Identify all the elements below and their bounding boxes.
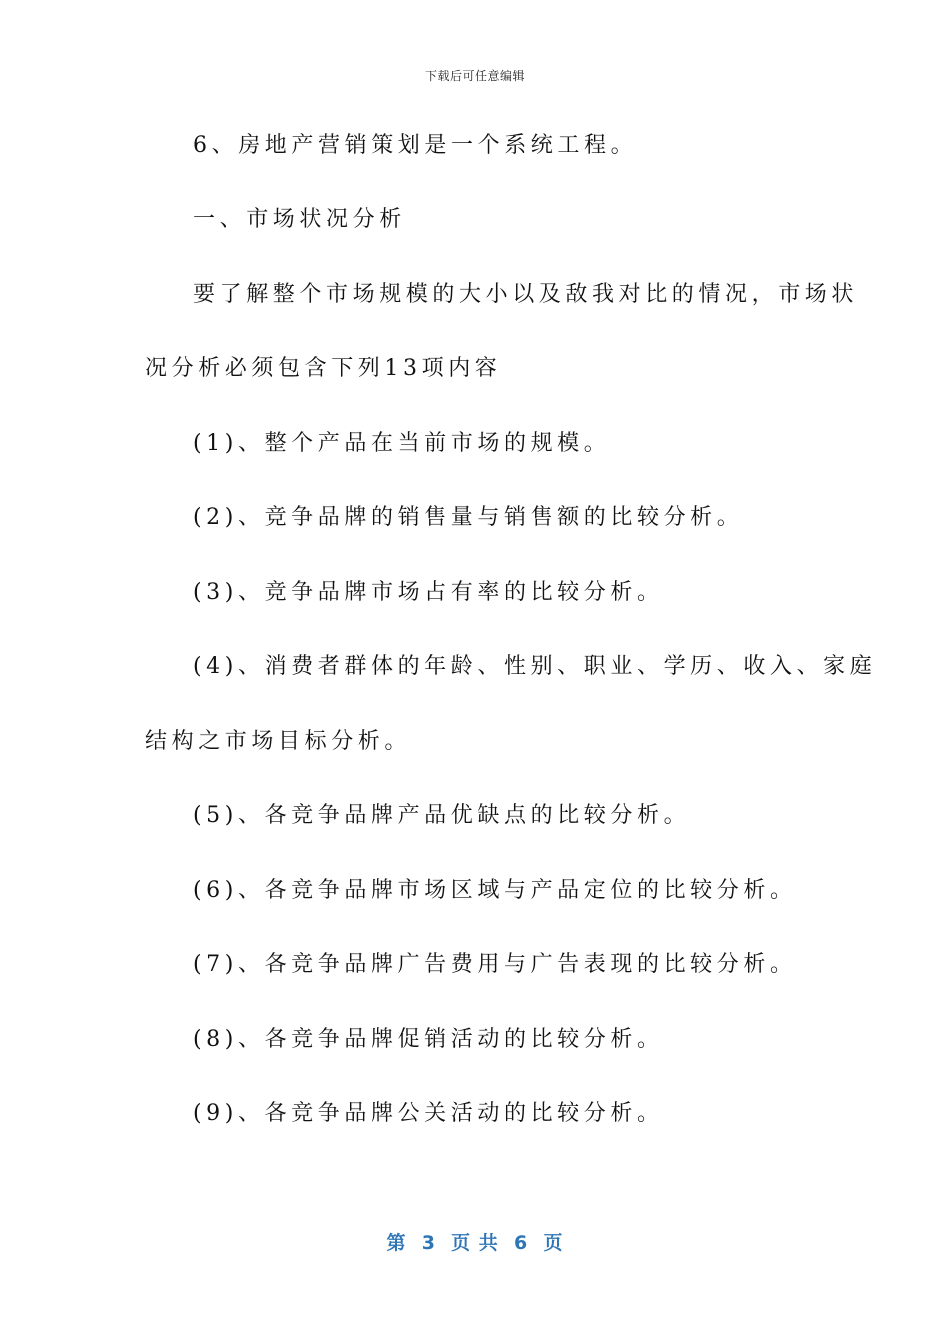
list-item-continuation: 结构之市场目标分析。 bbox=[145, 729, 412, 754]
list-item: (7)、各竞争品牌广告费用与广告表现的比较分析。 bbox=[193, 952, 797, 977]
paragraph-line: 况分析必须包含下列13项内容 bbox=[145, 356, 502, 381]
section-heading: 一、市场状况分析 bbox=[193, 207, 406, 232]
paragraph-line: 要了解整个市场规模的大小以及敌我对比的情况，市场状 bbox=[193, 282, 859, 307]
header-note: 下载后可任意编辑 bbox=[424, 69, 525, 83]
list-item: (9)、各竞争品牌公关活动的比较分析。 bbox=[193, 1101, 664, 1126]
list-item: (5)、各竞争品牌产品优缺点的比较分析。 bbox=[193, 803, 691, 828]
page-number: 第 3 页 共 6 页 bbox=[386, 1232, 564, 1254]
list-item: (1)、整个产品在当前市场的规模。 bbox=[193, 431, 611, 456]
list-item: (2)、竞争品牌的销售量与销售额的比较分析。 bbox=[193, 505, 744, 530]
list-item: (8)、各竞争品牌促销活动的比较分析。 bbox=[193, 1027, 664, 1052]
paragraph-line: 6、房地产营销策划是一个系统工程。 bbox=[193, 133, 638, 158]
list-item: (3)、竞争品牌市场占有率的比较分析。 bbox=[193, 580, 664, 605]
list-item: (6)、各竞争品牌市场区域与产品定位的比较分析。 bbox=[193, 878, 797, 903]
list-item: (4)、消费者群体的年龄、性别、职业、学历、收入、家庭 bbox=[193, 654, 877, 679]
